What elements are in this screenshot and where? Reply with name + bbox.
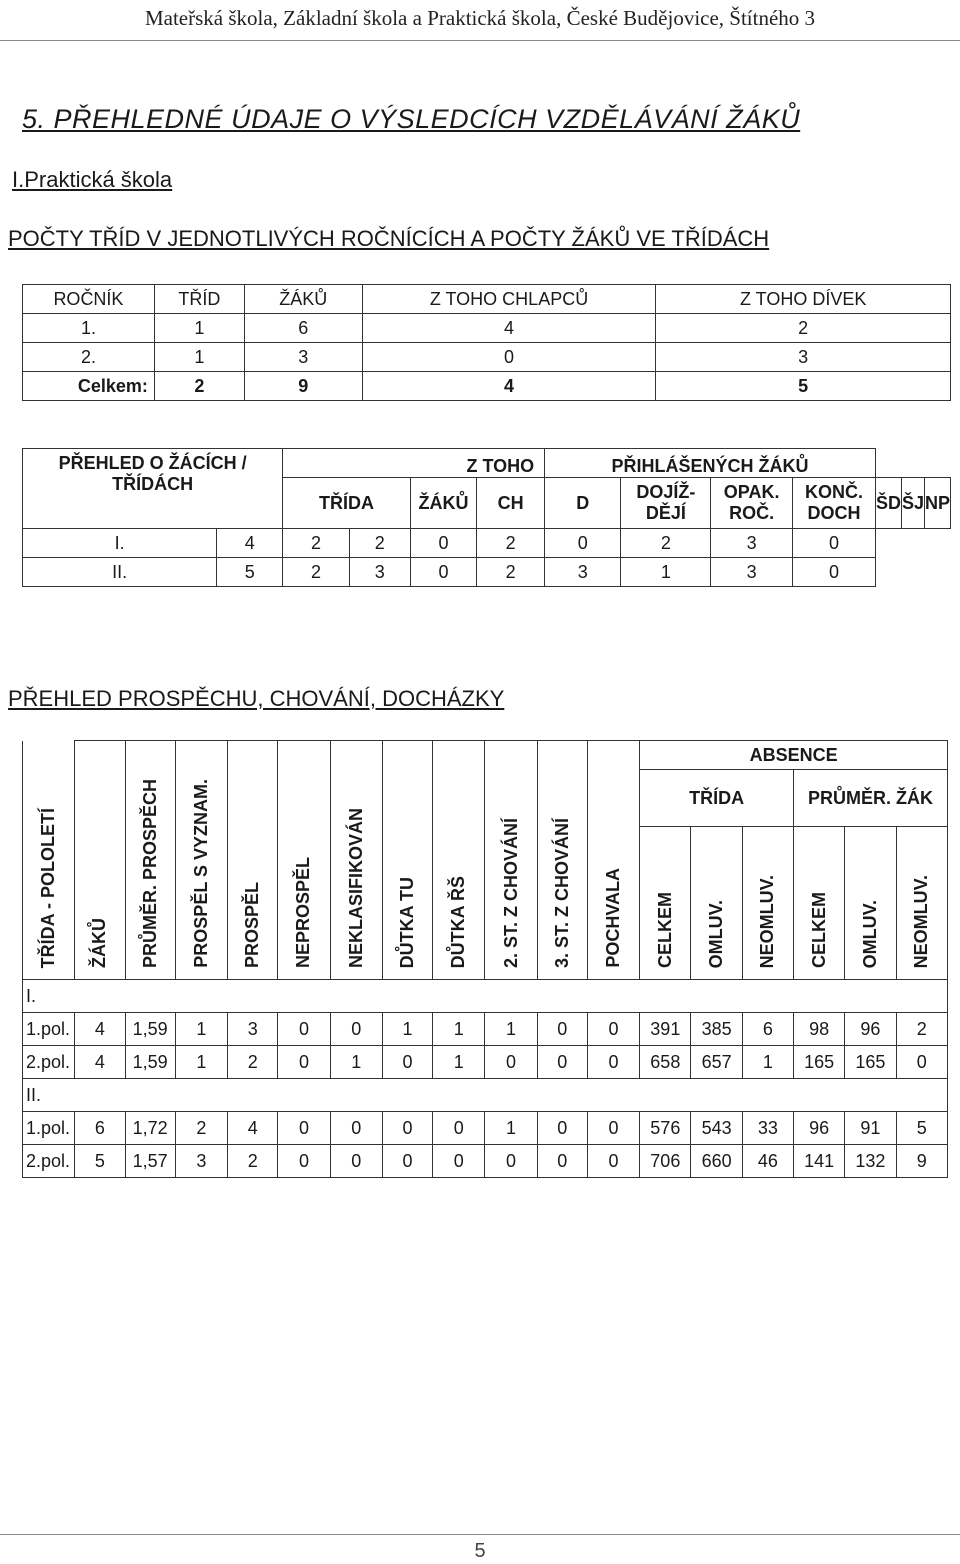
- cell: 660: [691, 1145, 742, 1178]
- col-header: PROSPĚL: [228, 741, 278, 980]
- cell: 1,57: [125, 1145, 175, 1178]
- cell: 1: [154, 314, 244, 343]
- cell: 0: [278, 1013, 330, 1046]
- col-header: TŘÍDA: [283, 478, 411, 529]
- cell: 2: [349, 529, 410, 558]
- total-cell: 2: [154, 372, 244, 401]
- prumer-zak-header: PRŮMĚR. ŽÁK: [793, 770, 947, 827]
- cell: 0: [330, 1013, 382, 1046]
- cell: 1.: [23, 314, 155, 343]
- section-title: I.Praktická škola: [12, 167, 173, 192]
- col-header: ŠD: [875, 478, 901, 529]
- cell: 2: [228, 1046, 278, 1079]
- col-header: NP: [924, 478, 950, 529]
- cell: 0: [545, 529, 621, 558]
- trida-header: TŘÍDA: [640, 770, 794, 827]
- col-header: DŮTKA TU: [382, 741, 432, 980]
- cell: 3: [349, 558, 410, 587]
- header-cell: TŘÍD: [154, 285, 244, 314]
- total-label: Celkem:: [23, 372, 155, 401]
- cell: 1: [433, 1046, 485, 1079]
- cell: 6: [742, 1013, 793, 1046]
- cell: 0: [587, 1046, 639, 1079]
- cell: 1: [621, 558, 711, 587]
- cell: 98: [793, 1013, 844, 1046]
- cell: 96: [793, 1112, 844, 1145]
- col-header: POCHVALA: [587, 741, 639, 980]
- col-header: 3. ST. Z CHOVÁNÍ: [537, 741, 587, 980]
- col-header: OMLUV.: [691, 827, 742, 980]
- header-cell: ROČNÍK: [23, 285, 155, 314]
- col-header: NEOMLUV.: [896, 827, 947, 980]
- total-cell: 4: [362, 372, 656, 401]
- cell: 0: [433, 1145, 485, 1178]
- col-header: NEKLASIFIKOVÁN: [330, 741, 382, 980]
- cell: 0: [537, 1046, 587, 1079]
- table-row: [23, 1112, 948, 1145]
- col-header: DŮTKA ŘŠ: [433, 741, 485, 980]
- cell: 1.pol.: [23, 1013, 75, 1046]
- prihlasenych-header: PŘIHLÁŠENÝCH ŽÁKŮ: [545, 449, 876, 478]
- cell: 0: [587, 1013, 639, 1046]
- cell: 3: [656, 343, 951, 372]
- cell: 2: [175, 1112, 227, 1145]
- cell: 0: [382, 1046, 432, 1079]
- cell: 4: [75, 1013, 125, 1046]
- cell: 2: [656, 314, 951, 343]
- col-header: CELKEM: [793, 827, 844, 980]
- col-header: DOJÍŽ-DĚJÍ: [621, 478, 711, 529]
- table-row: [23, 314, 951, 343]
- header-cell: Z TOHO DÍVEK: [656, 285, 951, 314]
- cell: 1,59: [125, 1046, 175, 1079]
- cell: 0: [485, 1145, 537, 1178]
- cell: 0: [382, 1145, 432, 1178]
- cell: 2: [283, 558, 350, 587]
- cell: 4: [75, 1046, 125, 1079]
- cell: 0: [433, 1112, 485, 1145]
- header-rule: [0, 40, 960, 41]
- cell: 33: [742, 1112, 793, 1145]
- total-cell: 9: [244, 372, 362, 401]
- table-row: [23, 1046, 948, 1079]
- class-label-row: [23, 980, 948, 1013]
- cell: 385: [691, 1013, 742, 1046]
- cell: 3: [175, 1145, 227, 1178]
- cell: 4: [217, 529, 283, 558]
- col-header: OPAK. ROČ.: [711, 478, 793, 529]
- col-header: PROSPĚL S VYZNAM.: [175, 741, 227, 980]
- cell: 0: [896, 1046, 947, 1079]
- cell: 0: [587, 1145, 639, 1178]
- col-header: CELKEM: [640, 827, 691, 980]
- header-cell: ŽÁKŮ: [244, 285, 362, 314]
- col-header: TŘÍDA - POLOLETÍ: [23, 741, 75, 980]
- col-header: KONČ. DOCH: [792, 478, 875, 529]
- page-number: 5: [474, 1540, 486, 1562]
- cell: 0: [278, 1046, 330, 1079]
- table-row: [23, 1145, 948, 1178]
- cell: 706: [640, 1145, 691, 1178]
- cell: 543: [691, 1112, 742, 1145]
- cell: 0: [792, 558, 875, 587]
- cell: 91: [845, 1112, 896, 1145]
- cell: II.: [23, 558, 217, 587]
- cell: 165: [793, 1046, 844, 1079]
- cell: 2.: [23, 343, 155, 372]
- cell: 1: [175, 1013, 227, 1046]
- col-header: NEOMLUV.: [742, 827, 793, 980]
- col-header: D: [545, 478, 621, 529]
- cell: 4: [228, 1112, 278, 1145]
- table-row: [23, 558, 951, 587]
- cell: 3: [711, 558, 793, 587]
- cell: 2: [283, 529, 350, 558]
- cell: 1: [485, 1013, 537, 1046]
- cell: 1: [154, 343, 244, 372]
- cell: 0: [410, 558, 476, 587]
- table1-title: POČTY TŘÍD V JEDNOTLIVÝCH ROČNÍCÍCH A POČTY ŽÁKŮ VE TŘÍDÁCH: [8, 226, 770, 251]
- cell: 657: [691, 1046, 742, 1079]
- cell: 0: [330, 1145, 382, 1178]
- table-header-row: [23, 449, 951, 478]
- class-label: II.: [23, 1079, 948, 1112]
- cell: 658: [640, 1046, 691, 1079]
- ztoho-header: Z TOHO: [283, 449, 545, 478]
- cell: 0: [362, 343, 656, 372]
- cell: 2.pol.: [23, 1046, 75, 1079]
- cell: 2: [896, 1013, 947, 1046]
- absence-header: ABSENCE: [640, 741, 948, 770]
- cell: 165: [845, 1046, 896, 1079]
- cell: 5: [217, 558, 283, 587]
- cell: 1: [433, 1013, 485, 1046]
- cell: 46: [742, 1145, 793, 1178]
- cell: 1: [382, 1013, 432, 1046]
- cell: 5: [896, 1112, 947, 1145]
- col-header: ŽÁKŮ: [410, 478, 476, 529]
- cell: 1: [330, 1046, 382, 1079]
- cell: 1: [742, 1046, 793, 1079]
- cell: 0: [537, 1112, 587, 1145]
- table3-title: PŘEHLED PROSPĚCHU, CHOVÁNÍ, DOCHÁZKY: [8, 686, 505, 711]
- footer-rule: [0, 1534, 960, 1535]
- table-row: [23, 1013, 948, 1046]
- col-header: OMLUV.: [845, 827, 896, 980]
- cell: 0: [537, 1145, 587, 1178]
- cell: 2: [228, 1145, 278, 1178]
- cell: 3: [711, 529, 793, 558]
- table-row: [23, 343, 951, 372]
- cell: 0: [382, 1112, 432, 1145]
- total-cell: 5: [656, 372, 951, 401]
- cell: 4: [362, 314, 656, 343]
- cell: 0: [410, 529, 476, 558]
- col-header: ŽÁKŮ: [75, 741, 125, 980]
- col-header: CH: [477, 478, 545, 529]
- col-header: NEPROSPĚL: [278, 741, 330, 980]
- col-header: 2. ST. Z CHOVÁNÍ: [485, 741, 537, 980]
- table-row: [23, 529, 951, 558]
- cell: 1: [175, 1046, 227, 1079]
- class-label: I.: [23, 980, 948, 1013]
- cell: 6: [75, 1112, 125, 1145]
- cell: 0: [278, 1112, 330, 1145]
- cell: 141: [793, 1145, 844, 1178]
- col-header: ŠJ: [901, 478, 924, 529]
- cell: 3: [545, 558, 621, 587]
- cell: 0: [330, 1112, 382, 1145]
- students-overview-table: [22, 448, 951, 587]
- cell: 0: [278, 1145, 330, 1178]
- cell: 3: [244, 343, 362, 372]
- cell: 2.pol.: [23, 1145, 75, 1178]
- cell: 391: [640, 1013, 691, 1046]
- cell: 1,59: [125, 1013, 175, 1046]
- header-cell: Z TOHO CHLAPCŮ: [362, 285, 656, 314]
- cell: 0: [792, 529, 875, 558]
- overview-header: PŘEHLED O ŽÁCÍCH / TŘÍDÁCH: [23, 449, 283, 529]
- classes-students-table: [22, 284, 951, 401]
- cell: 96: [845, 1013, 896, 1046]
- cell: 576: [640, 1112, 691, 1145]
- cell: 1: [485, 1112, 537, 1145]
- cell: 132: [845, 1145, 896, 1178]
- cell: 3: [228, 1013, 278, 1046]
- cell: 2: [477, 558, 545, 587]
- results-table: [22, 740, 948, 1178]
- cell: 1.pol.: [23, 1112, 75, 1145]
- cell: 5: [75, 1145, 125, 1178]
- table-total-row: [23, 372, 951, 401]
- cell: 0: [485, 1046, 537, 1079]
- class-label-row: [23, 1079, 948, 1112]
- cell: 2: [621, 529, 711, 558]
- cell: 9: [896, 1145, 947, 1178]
- page-header: Mateřská škola, Základní škola a Praktická škola, České Budějovice, Štítného 3: [144, 6, 816, 30]
- cell: 2: [477, 529, 545, 558]
- cell: 0: [587, 1112, 639, 1145]
- table-header-row: [23, 285, 951, 314]
- col-header: PRŮMĚR. PROSPĚCH: [125, 741, 175, 980]
- cell: 0: [537, 1013, 587, 1046]
- cell: I.: [23, 529, 217, 558]
- table-header-row: [23, 741, 948, 770]
- main-title: 5. PŘEHLEDNÉ ÚDAJE O VÝSLEDCÍCH VZDĚLÁVÁNÍ ŽÁKŮ: [22, 104, 801, 134]
- cell: 1,72: [125, 1112, 175, 1145]
- cell: 6: [244, 314, 362, 343]
